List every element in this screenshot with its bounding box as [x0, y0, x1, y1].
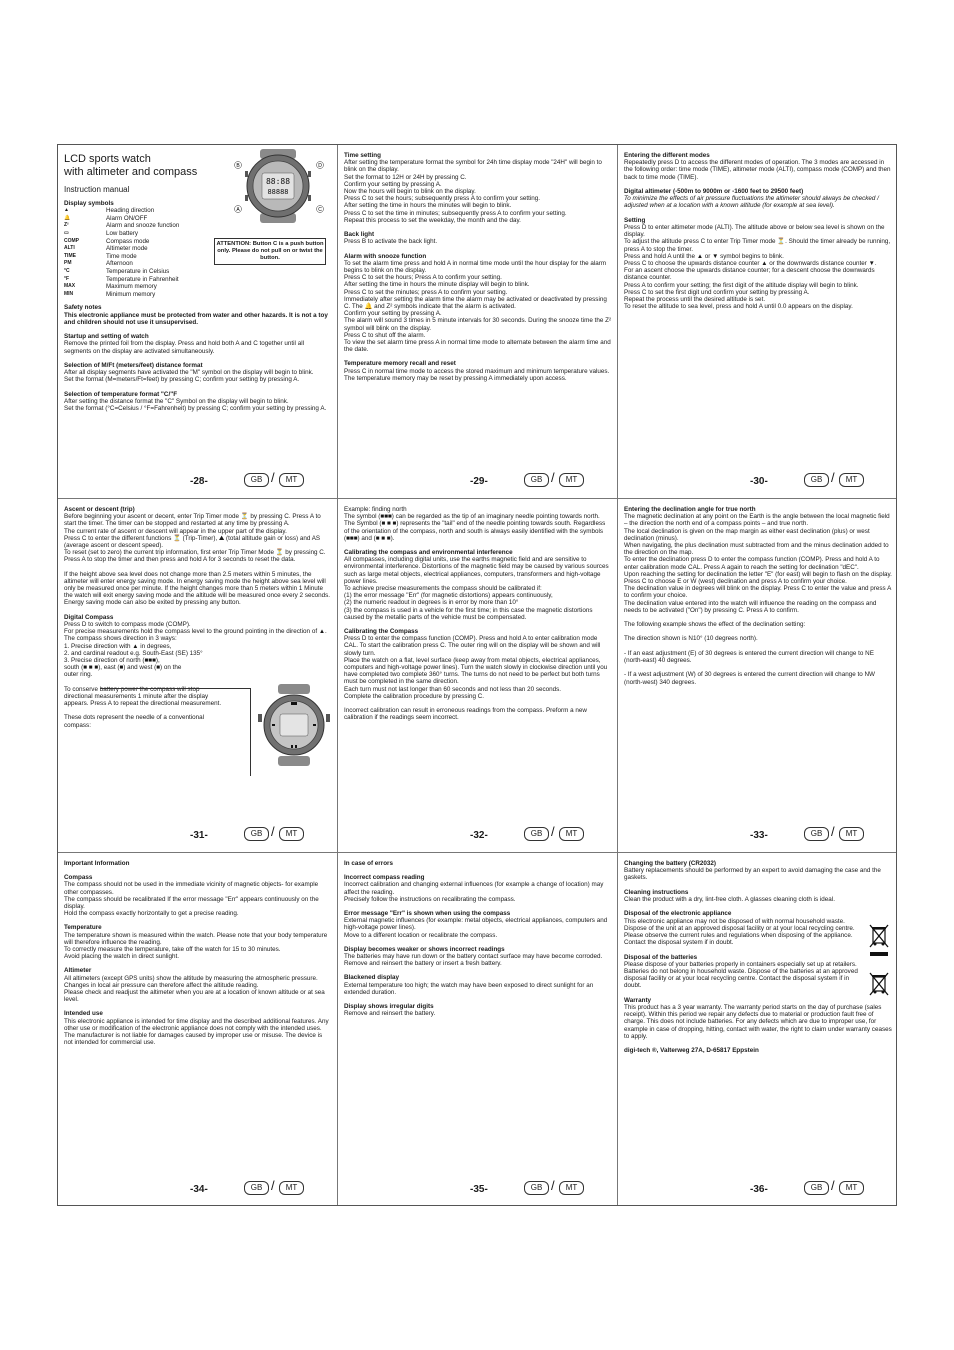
symbol-glyph: TIME: [64, 252, 76, 259]
page-32: [338, 499, 618, 853]
page-36: [618, 853, 898, 1207]
err-message-text: [344, 917, 612, 939]
warranty-text: This product has a 3 year warranty. The warranty period starts on the day of purchase (sales receipt). Within this period we repair any defects due to material or production fault free of charge. This does not include batteries. For any defects which are due to improper use, for example in case of dropping, hitting, contact with water, the right to claim under warranty ceases to apply.: [624, 1004, 892, 1040]
altimeter-note: To minimize the effects of air pressure fluctuations the altimeter should always be checked / adjusted when at a location with a known altitude (for example at sea level).: [624, 195, 879, 210]
setting-text-line: Press C to set the first digit und confirm your setting by pressing A.: [624, 288, 810, 296]
conserve-battery-text: To conserve battery power the compass will stop directional measurements 1 minute after the display appears. Press A to repeat the directional measurement.: [64, 685, 222, 708]
company-address: digi-tech ®, Valterweg 27A, D-65817 Eppstein: [624, 1047, 759, 1055]
declination-text-line: Upon reaching the setting for declination the letter "E" (for east) will begin to flash on the display. Press C to choose E or W (west) declination and press A to confirm your choice.: [624, 570, 892, 586]
symbol-label: Alarm and snooze function: [106, 222, 180, 230]
calibrating-compass-text: [344, 635, 612, 700]
mt-badge: MT: [279, 1181, 304, 1195]
time-setting-text-line: Confirm your setting by pressing A.: [344, 180, 442, 188]
temp-memory-text-line: Press C in normal time mode to access the stored maximum and minimum temperature values.: [344, 367, 610, 375]
symbol-label: Temperature in Celsius: [106, 267, 170, 275]
page-footer-30: [618, 465, 898, 499]
symbol-row: [64, 268, 179, 276]
safety-text: This electronic appliance must be protected from water and other hazards. It is not a toy and children should not use it unsupervised.: [64, 311, 328, 326]
symbol-glyph: ALTI: [64, 245, 75, 252]
page-number: -29-: [470, 476, 488, 487]
alarm-text: [344, 260, 612, 354]
time-setting-heading: Time setting: [344, 152, 381, 159]
badge-slash: /: [271, 1178, 275, 1193]
page-30: [618, 145, 898, 499]
mft-heading: Selection of M/Ft (meters/feet) distance format: [64, 361, 203, 369]
badge-slash: /: [271, 470, 275, 485]
err-message-heading: Error message "Err" is shown when using the compass: [344, 910, 511, 918]
altimeter-info-text-line: Please check and readjust the altimeter when you are at a location of known altitude or at sea level.: [64, 989, 325, 1004]
altimeter-info-text-line: All altimeters (except GPS units) show the altitude by measuring the atmospheric pressure. Changes in local air pressure can therefore affect the altitude reading.: [64, 974, 318, 989]
temp-memory-text: [344, 368, 612, 382]
page-footer-35: [338, 1173, 618, 1207]
crossed-battery-bin-icon: [868, 971, 890, 997]
badge-slash: /: [831, 470, 835, 485]
symbol-label: Altimeter mode: [106, 245, 148, 253]
page-31: [58, 499, 338, 853]
symbol-row: [64, 245, 179, 253]
setting-heading: Setting: [624, 216, 646, 224]
declination-text-line: The magnetic declination at any point on the Earth is the angle between the local magnetic field – the direction the north end of a compass points – and true north.: [624, 513, 890, 528]
direction-shown: The direction shown is N10° (10 degrees north).: [624, 635, 758, 643]
alarm-text-line: Press C to set the minutes; press A to confirm your setting.: [344, 288, 508, 296]
page-footer-29: [338, 465, 618, 499]
page-29: [338, 145, 618, 499]
temp-format-heading: Selection of temperature format "C/"F: [64, 390, 178, 398]
calibration-interference-text-line: (3) the compass is used in a vehicle for the first time; in this case the magnetic distortions caused by the metallic parts of the vehicle must be compensated.: [344, 606, 593, 621]
safety-heading: Safety notes: [64, 304, 102, 312]
symbol-row: [64, 222, 179, 230]
declination-example-intro: The following example shows the effect of the declination setting:: [624, 621, 806, 629]
symbol-row: [64, 260, 179, 268]
weee-bar-icon: [870, 952, 888, 956]
startup-heading: Startup and setting of watch: [64, 333, 149, 341]
page-number: -31-: [190, 830, 208, 841]
attention-box: ATTENTION: Button C is a push button only. Please do not pull on or twist the button.: [214, 238, 326, 265]
time-setting-text-line: Set the format to 12H or 24H by pressing C.: [344, 173, 467, 181]
page-35: [338, 853, 618, 1207]
gb-badge: GB: [524, 827, 549, 841]
important-info-heading: Important Information: [64, 860, 130, 867]
setting-text-line: Press D to enter altimeter mode (ALTI). The altitude above or below sea level is shown on the display.: [624, 224, 885, 239]
watch-label-c: C: [318, 207, 322, 213]
needle-dots-text: These dots represent the needle of a conventional compass:: [64, 714, 205, 729]
err-message-text-line: External magnetic influences (for example: metal objects, electrical appliances, computers and high-voltage power lines).: [344, 917, 608, 932]
gb-badge: GB: [244, 827, 269, 841]
incorrect-calibration-text: Incorrect calibration can result in erroneous readings from the compass. Preform a new calibration if the readings seem incorrect.: [344, 707, 587, 722]
declination-text-line: To enter the declination press D to enter the compass function (COMP). Press and hold A to enter calibration mode CAL. Press A again to reach the setting for declination "dEC".: [624, 556, 880, 571]
backlight-heading: Back light: [344, 231, 375, 239]
compass-ways-list-line: 3. Precise direction of north (■■■),: [64, 657, 160, 665]
manual-sheet: [57, 144, 897, 1206]
calibrating-compass-text-line: Each turn must not last longer than 60 seconds and not less than 20 seconds.: [344, 685, 562, 693]
irregular-digits-text: Remove and reinsert the battery.: [344, 1010, 436, 1018]
mt-badge: MT: [559, 1181, 584, 1195]
symbol-label: Afternoon: [106, 260, 133, 268]
gb-badge: GB: [524, 473, 549, 487]
compass-ways-list-line: 1. Precise direction with ▲ in degrees,: [64, 642, 172, 650]
gb-badge: GB: [244, 1181, 269, 1195]
digital-compass-text-line: Press D to switch to compass mode (COMP).: [64, 621, 191, 629]
weak-display-heading: Display becomes weaker or shows incorrect readings: [344, 945, 505, 953]
compass-ways-list-line: outer ring.: [64, 671, 93, 679]
time-setting-text-line: Repeat this process to set the weekday, the month and the day.: [344, 216, 521, 224]
badge-slash: /: [831, 824, 835, 839]
watch-label-d: D: [318, 163, 322, 169]
page-footer-28: [58, 465, 338, 499]
setting-text-line: Press and hold A until the ▲ or ▼ symbol begins to blink.: [624, 252, 784, 260]
page-number: -36-: [750, 1184, 768, 1195]
digital-compass-text-line: The compass shows direction in 3 ways:: [64, 635, 177, 643]
temperature-info-text: [64, 932, 332, 961]
alarm-text-line: To set the alarm time press and hold A in normal time mode until the hour display for the alarm begins to blink on the display.: [344, 259, 607, 275]
page-28: [58, 145, 338, 499]
setting-text-line: Repeat the process until the desired altitude is set.: [624, 296, 766, 304]
energy-saving-text: If the height above sea level does not change more than 2.5 meters within 5 minutes, the altimeter will enter energy saving mode. In energy saving mode the height above sea level will only be measured once per minute. If the height changes more than 5 meters within 1 Minute the watch will exit energy saving mode and the altitude will be measured once every 2 seconds. Energy saving mode can also be exited by pressing any button.: [64, 570, 331, 607]
page-number: -28-: [190, 476, 208, 487]
mt-badge: MT: [559, 473, 584, 487]
symbol-glyph: Z²: [64, 222, 69, 229]
gb-badge: GB: [244, 473, 269, 487]
altimeter-info-heading: Altimeter: [64, 967, 92, 975]
page-footer-31: [58, 819, 338, 853]
page-number: -32-: [470, 830, 488, 841]
svg-text:88:88: 88:88: [265, 177, 291, 186]
intended-use-heading: Intended use: [64, 1010, 103, 1018]
temp-memory-text-line: The temperature memory may be reset by pressing A immediately upon access.: [344, 374, 567, 382]
irregular-digits-heading: Display shows irregular digits: [344, 1003, 434, 1011]
battery-heading: Changing the battery (CR2032): [624, 860, 717, 867]
compass-ways-list-line: south (■ ■ ■), east (■) and west (■) on the: [64, 664, 182, 672]
time-setting-text-line: Press C to set the hours; subsequently press A to confirm your setting.: [344, 195, 540, 203]
badge-slash: /: [271, 824, 275, 839]
symbol-glyph: ▲: [64, 207, 69, 214]
cleaning-heading: Cleaning instructions: [624, 888, 689, 896]
symbol-label: Minimum memory: [106, 290, 156, 298]
temperature-info-heading: Temperature: [64, 924, 102, 932]
calibration-interference-text-line: To achieve precise measurements the compass should be calibrated if:: [344, 585, 542, 593]
blackened-display-text: External temperature too high; the watch may have been exposed to direct sunlight for an extended duration.: [344, 981, 594, 996]
finding-north-text: [344, 506, 612, 542]
page-34: [58, 853, 338, 1207]
ascent-text-line: The current rate of ascent or descent will appear in the upper part of the display.: [64, 527, 287, 535]
compass-info-text-line: The compass should not be used in the immediate vicinity of magnetic objects- for example other compasses.: [64, 881, 319, 896]
symbol-glyph: °C: [64, 267, 70, 274]
symbol-label: Time mode: [106, 252, 137, 260]
display-symbols-table: [64, 207, 179, 298]
mt-badge: MT: [839, 827, 864, 841]
symbol-row: [64, 276, 179, 284]
calibrating-compass-heading: Calibrating the Compass: [344, 628, 419, 636]
ascent-heading: Ascent or descent (trip): [64, 506, 135, 513]
compass-ways-list: [64, 643, 332, 679]
mt-badge: MT: [279, 827, 304, 841]
temp-format-text-1: After setting the distance format the "C" Symbol on the display will begin to blink.: [64, 397, 289, 405]
page-number: -33-: [750, 830, 768, 841]
symbol-row: [64, 283, 179, 291]
watch-illustration: [230, 149, 326, 223]
watch-label-b: B: [236, 163, 240, 169]
incorrect-reading-text-line: Precisely follow the instructions on recalibrating the compass.: [344, 895, 516, 903]
gb-badge: GB: [804, 473, 829, 487]
gb-badge: GB: [804, 1181, 829, 1195]
manual-title-line1: LCD sports watch: [64, 153, 151, 165]
symbol-glyph: 🔔: [64, 214, 71, 221]
time-setting-text-line: After setting the temperature format the symbol for 24h time display mode "24H" will begin to blink on the display.: [344, 159, 602, 174]
digital-compass-text: [64, 621, 332, 643]
time-setting-text: [344, 159, 612, 224]
warranty-heading: Warranty: [624, 996, 652, 1004]
alarm-text-line: To view the set alarm time press A in normal time mode to alternate between the alarm time and the date.: [344, 339, 611, 354]
temperature-info-text-line: The temperature shown is measured within the watch. Please note that your body temperature will therefore influence the reading.: [64, 931, 328, 946]
alarm-text-line: The alarm will sound 3 times in 5 minute intervals for 30 seconds. During the snooze time the Z² symbol will blink on the display.: [344, 317, 612, 332]
incorrect-reading-text-line: Incorrect calibration and changing external influences (for example a change of location) may affect the reading.: [344, 881, 604, 896]
cleaning-text: Clean the product with a dry, lint-free cloth. A glasses cleaning cloth is ideal.: [624, 896, 835, 903]
mt-badge: MT: [839, 473, 864, 487]
time-setting-text-line: Now the hours will begin to blink on the display.: [344, 188, 476, 196]
temperature-info-text-line: Avoid placing the watch in direct sunlight.: [64, 953, 180, 961]
page-footer-36: [618, 1173, 898, 1207]
crossed-bin-icon: [868, 923, 890, 949]
symbol-label: Low battery: [106, 229, 138, 237]
page-footer-34: [58, 1173, 338, 1207]
compass-info-text-line: The compass should be recalibrated If the error message "Err" appears continuously on the display.: [64, 895, 319, 911]
symbol-glyph: ▭: [64, 229, 69, 236]
altimeter-heading: Digital altimeter (-500m to 9000m or -1600 feet to 29500 feet): [624, 188, 804, 195]
setting-text: [624, 224, 892, 310]
backlight-text: Press B to activate the back light.: [344, 238, 438, 246]
callout-line: [100, 688, 251, 776]
alarm-text-line: Immediately after setting the alarm time the alarm may be activated or deactivated by pressing C. The 🔔 and Z² symbols indicate that the alarm is activated.: [344, 295, 607, 311]
setting-text-line: Press A to confirm your setting; the first digit of the altitude display will begin to blink.: [624, 281, 859, 289]
time-setting-text-line: Press C to set the time in minutes; subsequently press A to confirm your setting.: [344, 209, 567, 217]
symbol-row: [64, 238, 179, 246]
symbol-label: Compass mode: [106, 237, 150, 245]
symbol-label: Heading direction: [106, 207, 155, 215]
manual-title-line2: with altimeter and compass: [64, 166, 198, 178]
compass-info-text: [64, 881, 332, 917]
disposal-appliance-text: This electronic appliance may not be disposed of with normal household waste. Dispose of the unit at an approved disposal facility or at your local recycling centre. Please observe the current rules and regulations when disposing of the appliance. Contact the disposal system if in doubt.: [624, 917, 855, 947]
mft-text-2: Set the format (M=meters/Ft=feet) by pressing C; confirm your setting by pressing A.: [64, 376, 300, 384]
digital-compass-heading: Digital Compass: [64, 613, 114, 621]
east-adjustment: - If an east adjustment (E) of 30 degrees is entered the current direction will change to NE (north-east) 40 degrees.: [624, 649, 874, 665]
gb-badge: GB: [804, 827, 829, 841]
badge-slash: /: [551, 824, 555, 839]
mft-text-1: After all display segments have activated the "M" symbol on the display will begin to blink.: [64, 369, 314, 377]
ascent-text-line: Before beginning your ascent or decent, enter Trip Timer mode ⏳ by pressing C. Press A to start the timer. The timer can be stopped and restarted at any time by pressing A.: [64, 513, 321, 528]
declination-text: [624, 513, 892, 614]
finding-north-text-line: Example: finding north: [344, 506, 407, 513]
setting-text-line: Press C to choose the upwards distance counter ▲ or the downwards distance counter ▼.: [624, 260, 877, 268]
declination-text-line: The local declination is given on the map margin as either east declination (plus) or west declination (minus).: [624, 527, 870, 542]
calibration-interference-heading: Calibrating the compass and environmental interference: [344, 549, 513, 557]
symbol-glyph: PM: [64, 260, 72, 267]
alarm-heading: Alarm with snooze function: [344, 252, 427, 260]
page-footer-32: [338, 819, 618, 853]
symbol-glyph: MAX: [64, 283, 76, 290]
symbol-row: [64, 291, 179, 299]
declination-text-line: The declination value in degrees will blink on the display. Press C to enter the value and press A to confirm your choice.: [624, 585, 891, 600]
err-message-text-line: Move to a different location or recalibrate the compass.: [344, 931, 498, 939]
calibration-interference-text-line: All compasses, including digital units, use the earths magnetic field and are sensitive to environmental interference. Distortions of the magnetic field may be caused by various sources such as large metal objects, electrical appliances, computers, transformers and high-voltage power lines.: [344, 556, 609, 585]
symbol-label: Temperature in Fahrenheit: [106, 275, 179, 283]
compass-ways-list-line: 2. and cardinal readout e.g. South-East (SE) 135°: [64, 649, 203, 657]
compass-info-text-line: Hold the compass exactly horizontally to get a precise reading.: [64, 910, 239, 918]
symbol-glyph: °F: [64, 275, 70, 282]
symbol-glyph: COMP: [64, 237, 79, 244]
altimeter-info-text: [64, 975, 332, 1004]
weak-display-text: [344, 953, 612, 967]
badge-slash: /: [551, 470, 555, 485]
calibrating-compass-text-line: Complete the calibration procedure by pressing C.: [344, 692, 485, 700]
symbol-row: [64, 207, 179, 215]
declination-text-line: The declination value entered into the watch will influence the reading on the compass and needs to be activated ("On") by pressing C. Press A to confirm.: [624, 599, 877, 614]
symbol-row: [64, 230, 179, 238]
calibration-interference-text: [344, 556, 612, 621]
page-number: -35-: [470, 1184, 488, 1195]
temperature-info-text-line: To correctly measure the temperature, take off the watch for 15 to 30 minutes.: [64, 946, 281, 954]
page-number: -34-: [190, 1184, 208, 1195]
declination-text-line: When navigating, the plus declination must subtracted from and the minus declination added to the direction on the map.: [624, 542, 889, 557]
disposal-batteries-heading: Disposal of the batteries: [624, 953, 698, 961]
finding-north-text-line: The symbol (■■■) can be regarded as the tip of an imaginary needle pointing towards north. The Symbol (■ ■ ■) represents the "tail" end of the needle pointing towards south. Regardless of the orientation of the compass, north and south is always easily identified with the symbols (■■■) and (■ ■ ■).: [344, 513, 606, 542]
battery-text: Battery replacements should be performed by an expert to avoid damaging the case and the gaskets.: [624, 867, 881, 882]
incorrect-reading-text: [344, 881, 612, 903]
symbol-row: [64, 215, 179, 223]
page-number: -30-: [750, 476, 768, 487]
startup-text: Remove the printed foil from the display. Press and hold both A and C together until all segments on the display are activated simultaneously.: [64, 340, 305, 355]
watch-label-a: A: [236, 207, 240, 213]
setting-text-line: For an ascent choose the upwards distance counter; for a descent choose the downwards distance counter.: [624, 267, 875, 282]
alarm-text-line: Press C to set the hours; Press A to confirm your setting.: [344, 274, 502, 282]
alarm-text-line: Press C to shut off the alarm.: [344, 331, 426, 339]
badge-slash: /: [551, 1178, 555, 1193]
setting-text-line: To adjust the altitude press C to enter Trip Timer mode ⏳. Should the timer already be running, press A to stop the timer.: [624, 238, 891, 253]
gb-badge: GB: [524, 1181, 549, 1195]
ascent-text-line: Press C to enter the different functions ⏳ (Trip-Timer), ⛰ (total altitude gain or loss) and AS (average ascent or descent speed).: [64, 534, 321, 550]
blackened-display-heading: Blackened display: [344, 974, 399, 982]
symbol-label: Alarm ON/OFF: [106, 214, 148, 222]
badge-slash: /: [831, 1178, 835, 1193]
digital-compass-text-line: For precise measurements hold the compass level to the ground pointing in the direction of ▲.: [64, 628, 327, 636]
page-footer-33: [618, 819, 898, 853]
calibration-interference-text-line: (2) the numeric readout in degrees is in error by more than 10°: [344, 599, 519, 607]
calibration-interference-text-line: (1) the error message "Err" (for magnetic distortions) appears continuously,: [344, 592, 553, 600]
declination-heading: Entering the declination angle for true north: [624, 506, 756, 513]
incorrect-reading-heading: Incorrect compass reading: [344, 874, 425, 882]
alarm-text-line: After setting the time in hours the minute display will begin to blink.: [344, 281, 530, 289]
west-adjustment: - If a west adjustment (W) of 30 degrees is entered the current direction will change to NW (north-west) 340 degrees.: [624, 671, 875, 686]
display-symbols-heading: Display symbols: [64, 200, 114, 207]
mt-badge: MT: [559, 827, 584, 841]
compass-info-heading: Compass: [64, 874, 93, 882]
mt-badge: MT: [839, 1181, 864, 1195]
time-setting-text-line: After setting the time in hours the minutes will begin to blink.: [344, 202, 512, 210]
modes-heading: Entering the different modes: [624, 152, 710, 159]
symbol-label: Maximum memory: [106, 283, 157, 291]
symbol-glyph: MIN: [64, 290, 74, 297]
mt-badge: MT: [279, 473, 304, 487]
modes-text: Repeatedly press D to access the different modes of operation. The 3 modes are accessed in the following order: time mode (TIME), altimeter mode (ALTI), compass mode (COMP) and then back to time mode (TIME).: [624, 159, 891, 181]
compass-watch-illustration: [254, 684, 334, 766]
calibrating-compass-text-line: Place the watch on a flat, level surface (keep away from metal objects, electrical appliances, computers and high-voltage power lines). Turn the watch slowly in clockwise direction until you have completed two complete 360° turns. The turns do not need to be perfect but both turns must be completed in the same direction.: [344, 656, 608, 686]
ascent-text-line: To reset (set to zero) the current trip information, first enter Trip Timer Mode ⏳ by pressing C.: [64, 549, 326, 557]
intended-use-text: This electronic appliance is intended for time display and the described additional features. Any other use or modification of the electronic appliance does not comply with the intended uses. The manufacturer is not liable for damages caused by improper use or misuse. The device is not intended for commercial use.: [64, 1017, 329, 1047]
temp-format-text-2: Set the format (°C=Celsius / °F=Fahrenheit) by pressing C; confirm your setting by pressing A.: [64, 405, 327, 413]
setting-text-line: To reset the altitude to sea level, press and hold A until 0.0 appears on the display.: [624, 303, 853, 311]
page-33: [618, 499, 898, 853]
errors-heading: In case of errors: [344, 860, 393, 867]
weak-display-text-line: The batteries may have run down or the battery contact surface may have become corroded.: [344, 953, 603, 961]
weak-display-text-line: Remove and reinsert the battery or insert a fresh battery.: [344, 960, 502, 968]
ascent-text-line: Press A to stop the timer and then press and hold A for 3 seconds to reset the data.: [64, 556, 296, 564]
ascent-text: [64, 513, 332, 563]
manual-subtitle: Instruction manual: [64, 185, 130, 194]
temp-memory-heading: Temperature memory recall and reset: [344, 360, 456, 368]
calibrating-compass-text-line: Press D to enter the compass function (COMP). Press and hold A to enter calibration mode CAL. To start the calibration press C. The outer ring will on the display will be shown and will slowly turn.: [344, 635, 601, 657]
disposal-batteries-text: Please dispose of your batteries properly in containers especially set up at retailers. Batteries do not belong in household waste. Dispose of the batteries at an approved disposal facility or at your local recycling centre. Contact the disposal system if in doubt.: [624, 960, 858, 990]
symbol-row: [64, 253, 179, 261]
svg-text:88888: 88888: [267, 188, 289, 196]
disposal-appliance-heading: Disposal of the electronic appliance: [624, 910, 732, 918]
alarm-text-line: Confirm your setting by pressing A.: [344, 310, 442, 318]
